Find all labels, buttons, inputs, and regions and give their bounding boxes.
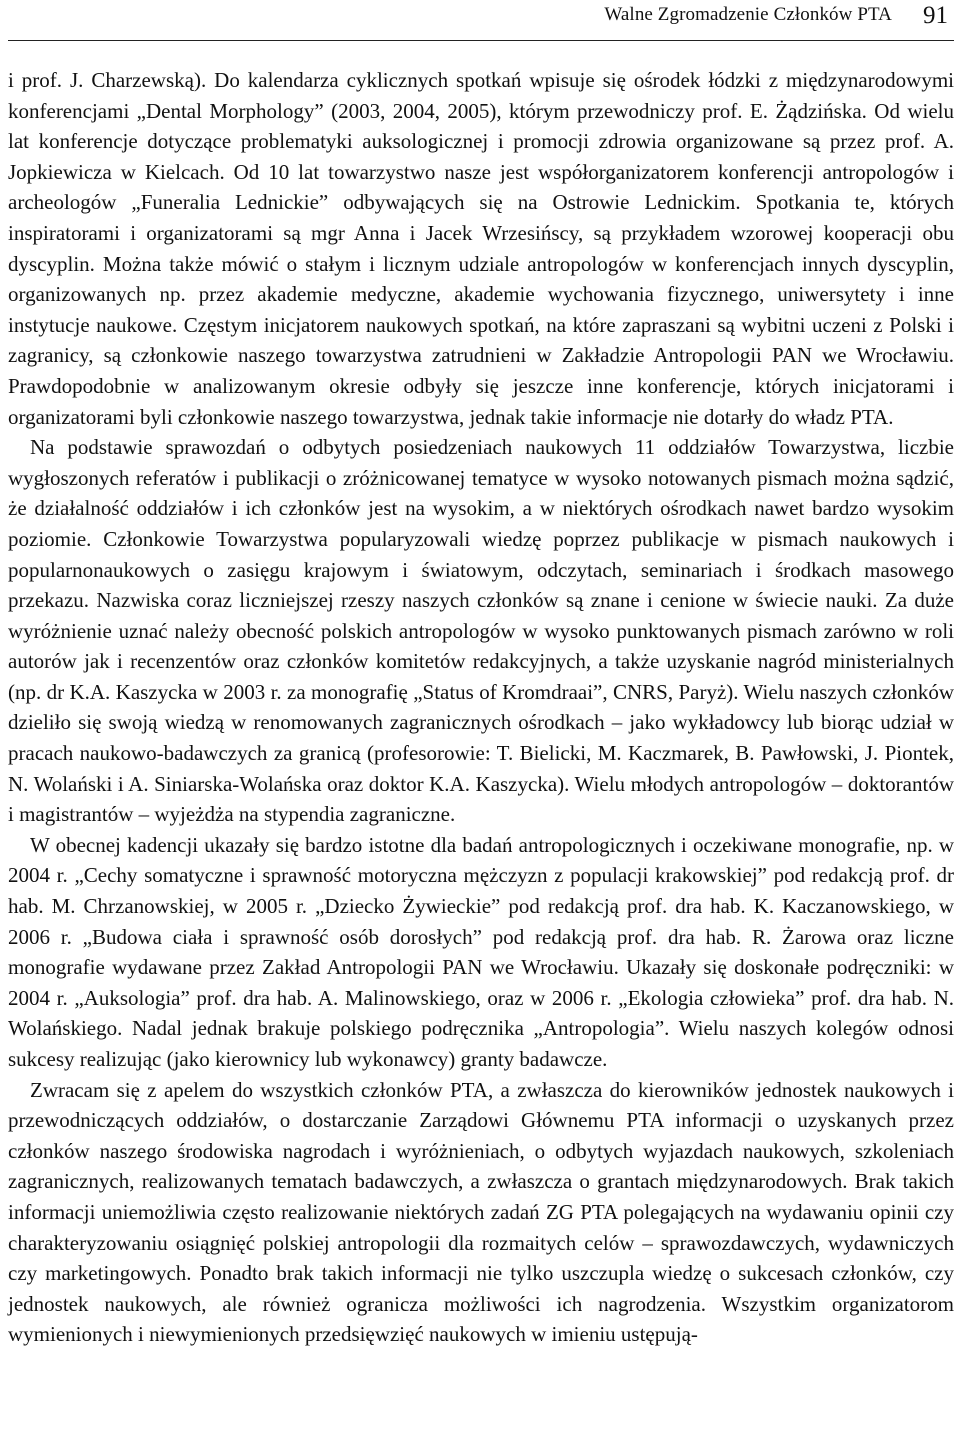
paragraph: Zwracam się z apelem do wszystkich członków PTA, a zwłaszcza do kierowników jednostek naukowych i przewodniczących oddziałów, o dostarczanie Zarządowi Głównemu PTA informacji o uzyskanych przez członków naszego środowiska nagrodach i wyróżnieniach, o odbytych wyjazdach naukowych, szkoleniach zagranicznych, realizowanych tematach badawczych, a zwłaszcza o grantach międzynarodowych. Brak takich informacji uniemożliwia często realizowanie niektórych zadań ZG PTA polegających na wydawaniu opinii czy charakteryzowaniu osiągnięć polskiej antropologii dla rozmaitych celów – sprawozdawczych, wydawniczych czy marketingowych. Ponadto brak takich informacji nie tylko uszczupla wiedzę o sukcesach członków, czy jednostek naukowych, ale również ogranicza możliwości ich nagrodzenia. Wszystkim organizatorom wymienionych i niewymienionych przedsięwzięć naukowych w imieniu ustępują-	[8, 1077, 954, 1347]
document-page	[8, 0, 954, 1350]
running-header	[8, 0, 954, 41]
running-header-title: Walne Zgromadzenie Członków PTA	[604, 4, 892, 25]
paragraph: Na podstawie sprawozdań o odbytych posiedzeniach naukowych 11 oddziałów Towarzystwa, liczbie wygłoszonych referatów i publikacji o zróżnicowanej tematyce w wysoko notowanych pismach można sądzić, że działalność oddziałów i ich członków jest na wysokim, a w niektórych ośrodkach nawet bardzo wysokim poziomie. Członkowie Towarzystwa popularyzowali wiedzę poprzez publikacje w pismach naukowych i popularnonaukowych o zasięgu krajowym i światowym, odczytach, seminariach i środkach masowego przekazu. Nazwiska coraz liczniejszej rzeszy naszych członków są znane i cenione w świecie nauki. Za duże wyróżnienie uznać należy obecność polskich antropologów w wysoko punktowanych pismach zarówno w roli autorów jak i recenzentów oraz członków komitetów redakcyjnych, a także uzyskanie nagród ministerialnych (np. dr K.A. Kaszycka w 2003 r. za monografię „Status of Kromdraai”, CNRS, Paryż). Wielu naszych członków dzieliło się swoją wiedzą w renomowanych zagranicznych ośrodkach – jako wykładowcy lub biorąc udział w pracach naukowo-badawczych za granicą (profesorowie: T. Bielicki, M. Kaczmarek, B. Pawłowski, J. Piontek, N. Wolański i A. Siniarska-Wolańska oraz doktor K.A. Kaszycka). Wielu młodych antropologów – doktorantów i magistrantów – wyjeżdża na stypendia zagraniczne.	[8, 435, 954, 827]
paragraph-continued: i prof. J. Charzewską). Do kalendarza cyklicznych spotkań wpisuje się ośrodek łódzki z międzynarodowymi konferencjami „Dental Morphology” (2003, 2004, 2005), którym przewodniczy prof. E. Żądzińska. Od wielu lat konferencje dotyczące problematyki auksologicznej i promocji zdrowia organizowane są przez prof. A. Jopkiewicza w Kielcach. Od 10 lat towarzystwo nasze jest współorganizatorem konferencji antropologów i archeologów „Funeralia Lednickie” odbywających się na Ostrowie Lednickim. Spotkania te, których inspiratorami i organizatorami są mgr Anna i Jacek Wrzesińscy, są przykładem wzorowej kooperacji obu dyscyplin. Można także mówić o stałym i licznym udziale antropologów w konferencjach innych dyscyplin, organizowanych np. przez akademie medyczne, akademie wychowania fizycznego, uniwersytety i inne instytucje naukowe. Częstym inicjatorem naukowych spotkań, na które zapraszani są wybitni uczeni z Polski i zagranicy, są członkowie naszego towarzystwa zatrudnieni w Zakładzie Antropologii PAN we Wrocławiu. Prawdopodobnie w analizowanym okresie odbyły się jeszcze inne konferencje, których inicjatorami i organizatorami byli członkowie naszego towarzystwa, jednak takie informacje nie dotarły do władz PTA.	[8, 68, 954, 429]
body-text	[8, 65, 954, 1350]
page-number: 91	[923, 2, 948, 29]
paragraph: W obecnej kadencji ukazały się bardzo istotne dla badań antropologicznych i oczekiwane monografie, np. w 2004 r. „Cechy somatyczne i sprawność motoryczna mężczyzn z populacji krakowskiej” pod redakcją prof. dr hab. M. Chrzanowskiej, w 2005 r. „Dziecko Żywieckie” pod redakcją prof. dra hab. K. Kaczanowskiego, w 2006 r. „Budowa ciała i sprawność osób dorosłych” pod redakcją prof. dra hab. R. Żarowa oraz liczne monografie wydawane przez Zakład Antropologii PAN we Wrocławiu. Ukazały się doskonałe podręczniki: w 2004 r. „Auksologia” prof. dra hab. A. Malinowskiego, oraz w 2006 r. „Ekologia człowieka” prof. dra hab. N. Wolańskiego. Nadal jednak brakuje polskiego podręcznika „Antropologia”. Wielu naszych kolegów odnosi sukcesy realizując (jako kierownicy lub wykonawcy) granty badawcze.	[8, 832, 954, 1071]
